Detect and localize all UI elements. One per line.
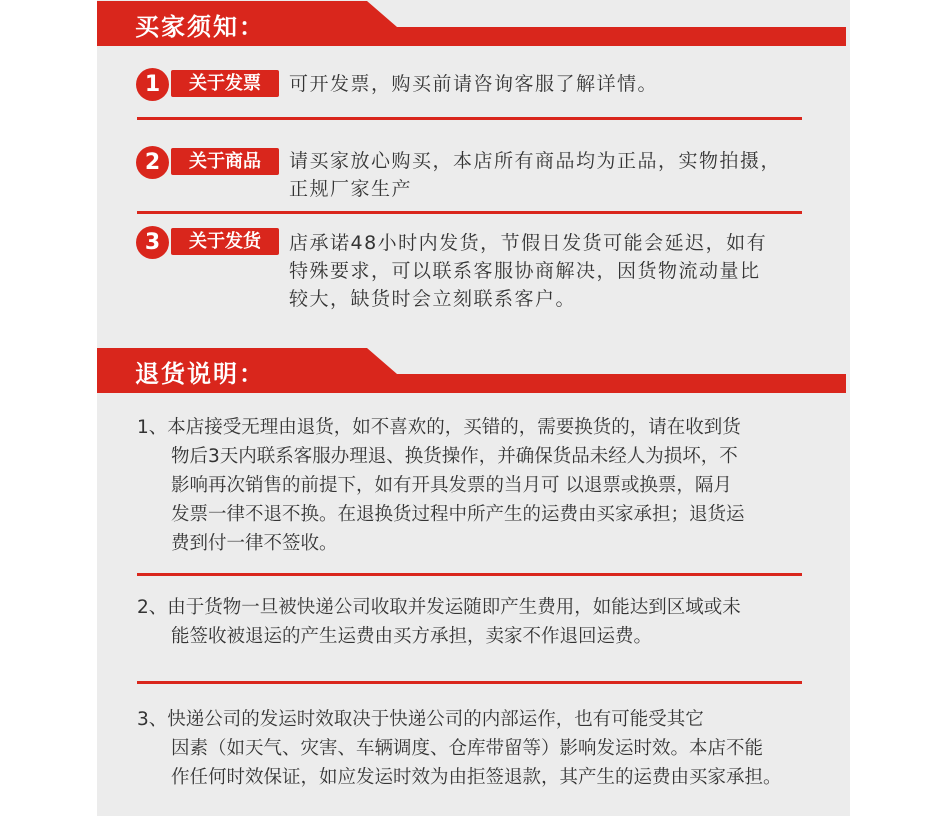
text-line: 能签收被退运的产生运费由买方承担，卖家不作退回运费。	[171, 626, 653, 647]
text-line: 特殊要求，可以联系客服协商解决，因货物流动量比	[289, 260, 761, 282]
tag-label: 关于发票	[171, 70, 279, 97]
text-line: 2、由于货物一旦被快递公司收取并发运随即产生费用，如能达到区域或未	[137, 597, 741, 618]
notice-text	[289, 147, 781, 203]
text-line: 较大，缺货时会立刻联系客户。	[289, 288, 577, 310]
number-badge-1: 1	[136, 68, 169, 101]
section-header-notice	[97, 1, 846, 46]
header-banner-tail	[395, 374, 846, 393]
return-policy-1	[137, 413, 745, 558]
text-line: 3、快递公司的发运时效取决于快递公司的内部运作，也有可能受其它	[137, 709, 704, 730]
number-badge-2: 2	[136, 146, 169, 179]
content-panel	[97, 0, 850, 816]
notice-text	[289, 229, 767, 313]
divider	[137, 211, 802, 214]
text-line: 因素（如天气、灾害、车辆调度、仓库带留等）影响发运时效。本店不能	[171, 738, 764, 759]
section-title: 买家须知：	[135, 13, 265, 41]
return-policy-2	[137, 593, 741, 651]
text-line: 作任何时效保证，如应发运时效为由拒签退款，其产生的运费由买家承担。	[171, 767, 782, 788]
tag-label: 关于发货	[171, 228, 279, 255]
notice-text	[289, 70, 658, 98]
number-badge-3: 3	[136, 226, 169, 259]
divider	[137, 117, 802, 120]
text-line: 影响再次销售的前提下，如有开具发票的当月可 以退票或换票，隔月	[171, 475, 732, 496]
tag-label: 关于商品	[171, 148, 279, 175]
header-banner-tail	[395, 27, 846, 46]
text-line: 物后3天内联系客服办理退、换货操作，并确保货品未经人为损坏，不	[171, 446, 738, 467]
text-line: 发票一律不退不换。在退换货过程中所产生的运费由买家承担；退货运	[171, 504, 745, 525]
divider	[137, 681, 802, 684]
section-title: 退货说明：	[135, 360, 265, 388]
text-line: 请买家放心购买，本店所有商品均为正品，实物拍摄，	[289, 150, 782, 172]
return-policy-3	[137, 705, 782, 792]
divider	[137, 573, 802, 576]
text-line: 店承诺48小时内发货，节假日发货可能会延迟，如有	[289, 232, 768, 254]
text-line: 可开发票，购买前请咨询客服了解详情。	[289, 73, 659, 95]
text-line: 1、本店接受无理由退货，如不喜欢的，买错的，需要换货的，请在收到货	[137, 417, 741, 438]
section-header-returns	[97, 348, 846, 393]
text-line: 正规厂家生产	[289, 178, 413, 200]
text-line: 费到付一律不签收。	[171, 533, 338, 554]
